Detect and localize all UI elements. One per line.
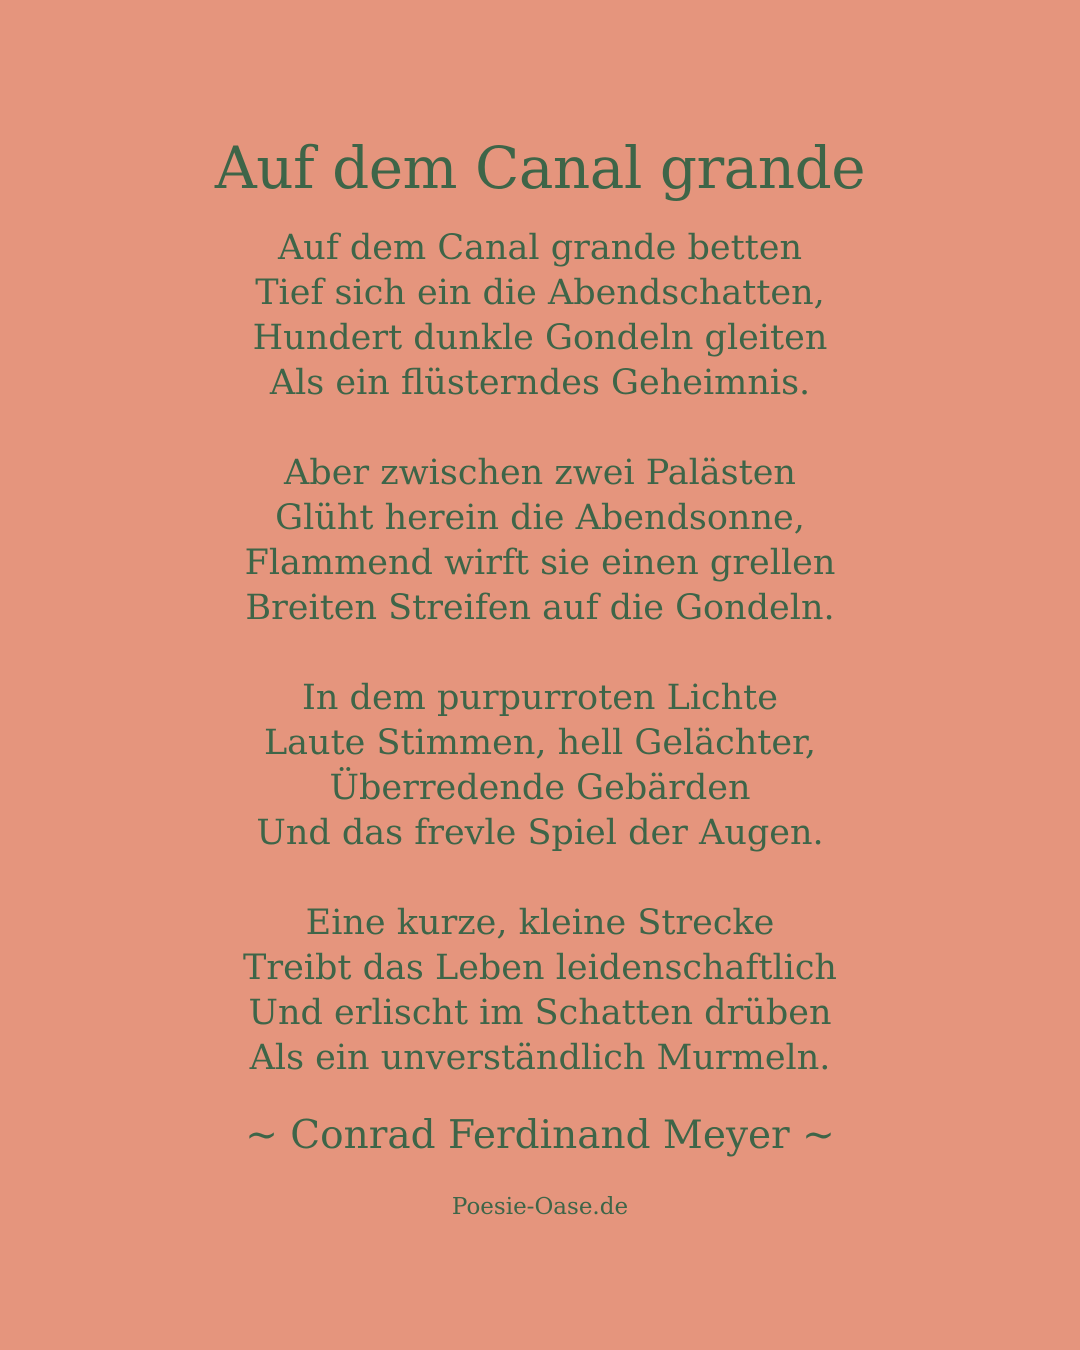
poem-line: Laute Stimmen, hell Gelächter, bbox=[263, 723, 817, 763]
poem-line: Glüht herein die Abendsonne, bbox=[275, 498, 805, 538]
poem-line: Und das frevle Spiel der Augen. bbox=[256, 813, 824, 853]
stanza-2 bbox=[0, 451, 1080, 631]
poem-author: ~ Conrad Ferdinand Meyer ~ bbox=[245, 1113, 835, 1158]
stanza-3 bbox=[0, 676, 1080, 856]
poem-line: Und erlischt im Schatten drüben bbox=[248, 993, 832, 1033]
poem-line: Überredende Gebärden bbox=[329, 768, 751, 808]
poem-line: Aber zwischen zwei Palästen bbox=[284, 453, 796, 493]
poem-line: Tief sich ein die Abendschatten, bbox=[255, 273, 825, 313]
stanza-1 bbox=[0, 226, 1080, 406]
stanza-4 bbox=[0, 901, 1080, 1081]
poem-line: Eine kurze, kleine Strecke bbox=[305, 903, 775, 943]
poem-line: Als ein unverständlich Murmeln. bbox=[249, 1038, 831, 1078]
poem-title: Auf dem Canal grande bbox=[214, 134, 866, 202]
poem-line: Als ein flüsterndes Geheimnis. bbox=[269, 363, 811, 403]
poem-line: Auf dem Canal grande betten bbox=[278, 228, 802, 268]
source-site: Poesie-Oase.de bbox=[451, 1194, 629, 1220]
poem-line: Hundert dunkle Gondeln gleiten bbox=[252, 318, 828, 358]
poem-line: Treibt das Leben leidenschaftlich bbox=[243, 948, 837, 988]
poem-line: Flammend wirft sie einen grellen bbox=[244, 543, 836, 583]
poem-line: Breiten Streifen auf die Gondeln. bbox=[245, 588, 835, 628]
poem-body bbox=[0, 226, 1080, 1126]
poem-line: In dem purpurroten Lichte bbox=[302, 678, 778, 718]
